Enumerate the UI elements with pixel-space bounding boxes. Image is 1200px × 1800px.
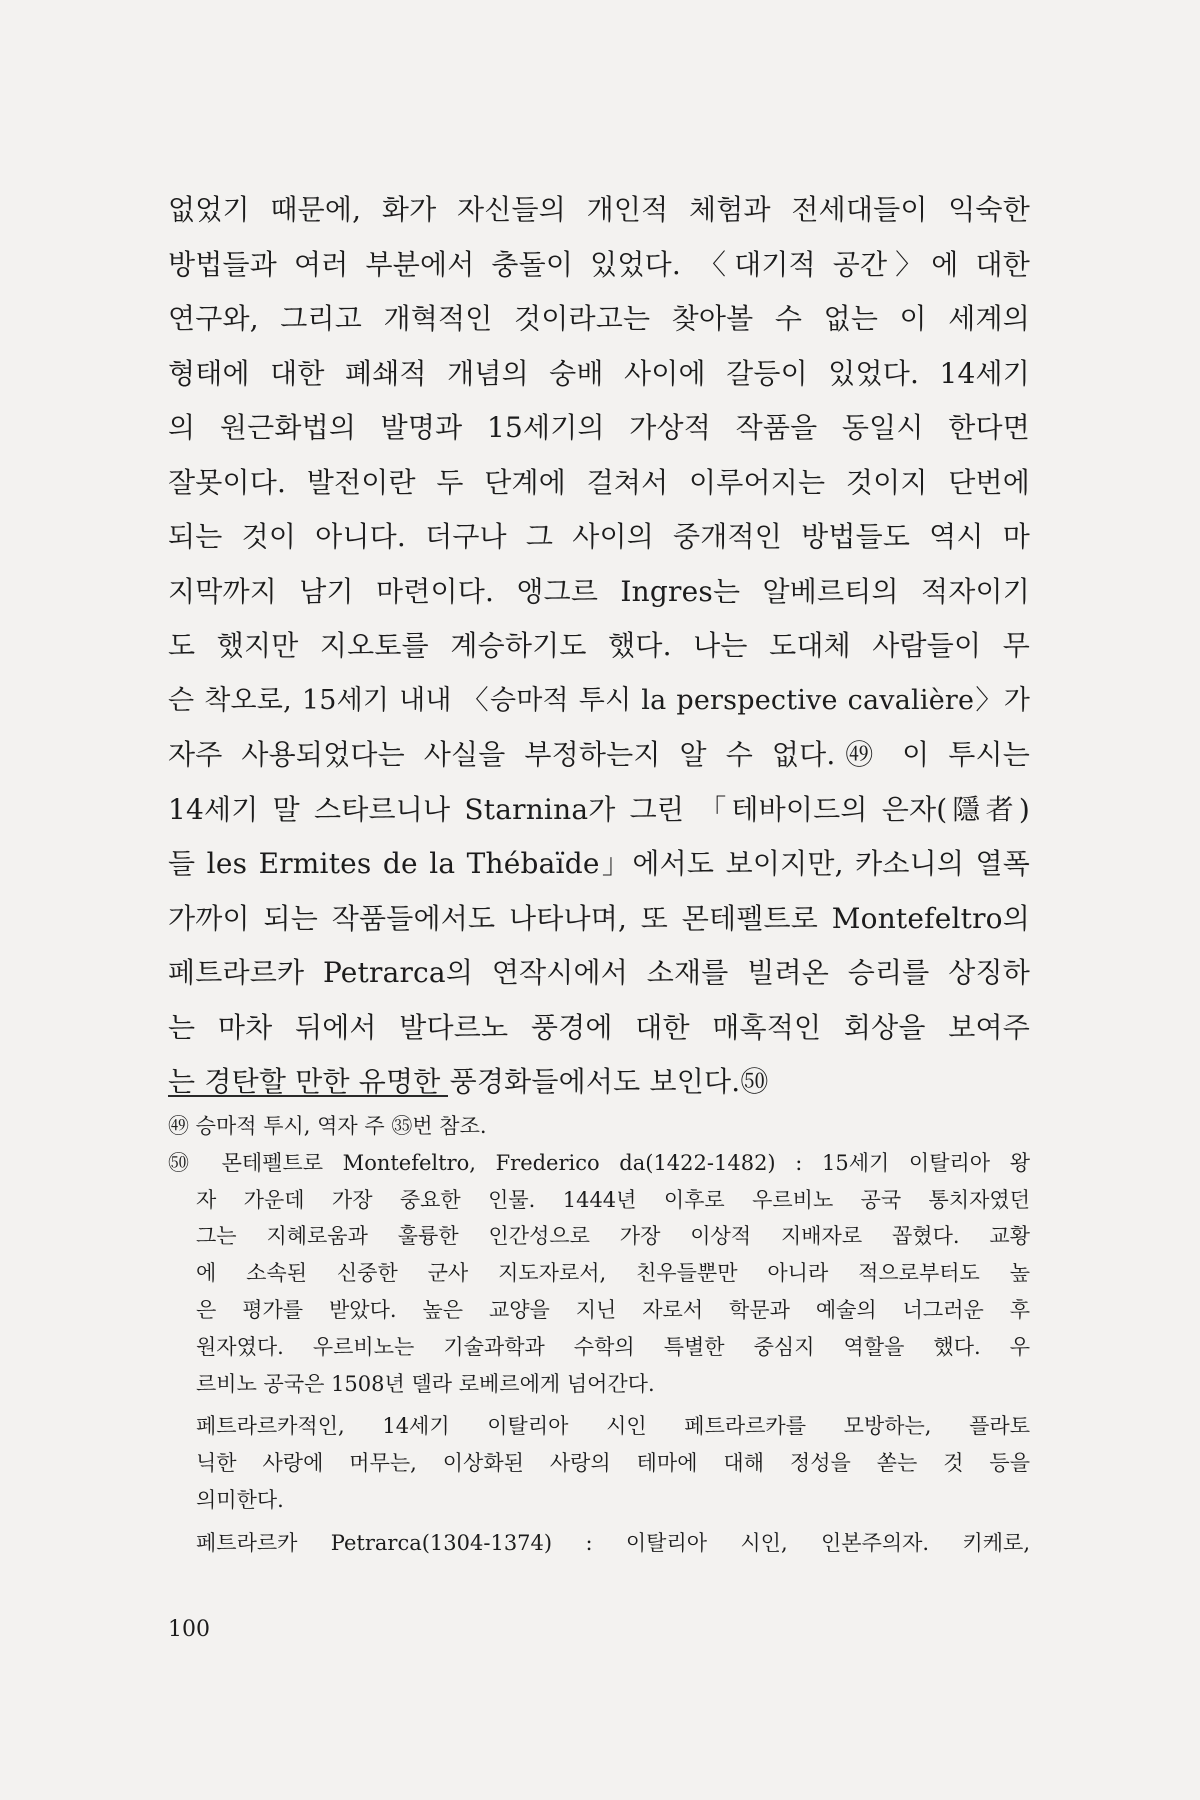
body-line: 연구와, 그리고 개혁적인 것이라고는 찾아볼 수 없는 이 세계의 xyxy=(168,302,1030,335)
body-text xyxy=(168,183,1030,1110)
footnote-line: 르비노 공국은 1508년 델라 로베르에게 넘어간다. xyxy=(196,1371,655,1396)
footnote-line: 그는 지혜로움과 훌륭한 인간성으로 가장 이상적 지배자로 꼽혔다. 교황 xyxy=(196,1224,1030,1249)
footnote-line: 에 소속된 신중한 군사 지도자로서, 친우들뿐만 아니라 적으로부터도 높 xyxy=(196,1261,1030,1286)
footnote-line: 원자였다. 우르비노는 기술과학과 수학의 특별한 중심지 역할을 했다. 우 xyxy=(196,1334,1030,1359)
body-line: 형태에 대한 폐쇄적 개념의 숭배 사이에 갈등이 있었다. 14세기 xyxy=(168,356,1030,390)
footnote-line: 은 평가를 받았다. 높은 교양을 지닌 자로서 학문과 예술의 너그러운 후 xyxy=(196,1297,1030,1322)
footnote-line: 페트라르카 Petrarca(1304-1374) : 이탈리아 시인, 인본주의자. 키케로, xyxy=(196,1530,1030,1555)
body-line: 도 했지만 지오토를 계승하기도 했다. 나는 도대체 사람들이 무 xyxy=(168,629,1030,662)
footnote-53: ㊿ 몬테펠트로 Montefeltro, Frederico da(1422-1482) : 15세기 이탈리아 왕 xyxy=(168,1150,1030,1175)
footnote-line: 닉한 사랑에 머무는, 이상화된 사랑의 테마에 대해 정성을 쏟는 것 등을 xyxy=(196,1451,1030,1476)
footnote-line: 자 가운데 가장 중요한 인물. 1444년 이후로 우르비노 공국 통치자였던 xyxy=(196,1187,1030,1212)
body-line: 되는 것이 아니다. 더구나 그 사이의 중개적인 방법들도 역시 마 xyxy=(168,520,1030,553)
body-line: 가까이 되는 작품들에서도 나타나며, 또 몬테펠트로 Montefeltro의 xyxy=(168,901,1030,935)
footnote-line: 페트라르카적인, 14세기 이탈리아 시인 페트라르카를 모방하는, 플라토 xyxy=(196,1414,1030,1439)
body-line: 들 les Ermites de la Thébaïde」에서도 보이지만, 카소니의 열폭 xyxy=(168,847,1030,880)
footnote-line: 의미한다. xyxy=(196,1487,284,1512)
body-line: 지막까지 남기 마련이다. 앵그르 Ingres는 알베르티의 적자이기 xyxy=(168,574,1030,608)
footnotes xyxy=(168,1108,1030,1562)
body-line: 잘못이다. 발전이란 두 단계에 걸쳐서 이루어지는 것이지 단번에 xyxy=(168,465,1030,499)
body-line: 방법들과 여러 부분에서 충돌이 있었다. 〈대기적 공간〉에 대한 xyxy=(168,247,1030,281)
body-line: 페트라르카 Petrarca의 연작시에서 소재를 빌려온 승리를 상징하 xyxy=(168,956,1030,989)
footnote-52: ㊾ 승마적 투시, 역자 주 ㉟번 참조. xyxy=(168,1114,487,1138)
body-line: 는 경탄할 만한 유명한 풍경화들에서도 보인다.㊿ xyxy=(168,1065,769,1098)
body-line: 14세기 말 스타르니나 Starnina가 그린 「테바이드의 은자(隱者) xyxy=(168,792,1030,826)
footnote-divider xyxy=(168,1095,448,1097)
body-line: 슨 착오로, 15세기 내내 〈승마적 투시 la perspective cavalière〉가 xyxy=(168,684,1030,716)
body-line: 는 마차 뒤에서 발다르노 풍경에 대한 매혹적인 회상을 보여주 xyxy=(168,1010,1030,1044)
body-line: 의 원근화법의 발명과 15세기의 가상적 작품을 동일시 한다면 xyxy=(168,411,1030,444)
body-line: 없었기 때문에, 화가 자신들의 개인적 체험과 전세대들이 익숙한 xyxy=(168,193,1030,226)
page-number: 100 xyxy=(168,1617,210,1642)
body-line: 자주 사용되었다는 사실을 부정하는지 알 수 없다.㊾ 이 투시는 xyxy=(168,738,1030,771)
